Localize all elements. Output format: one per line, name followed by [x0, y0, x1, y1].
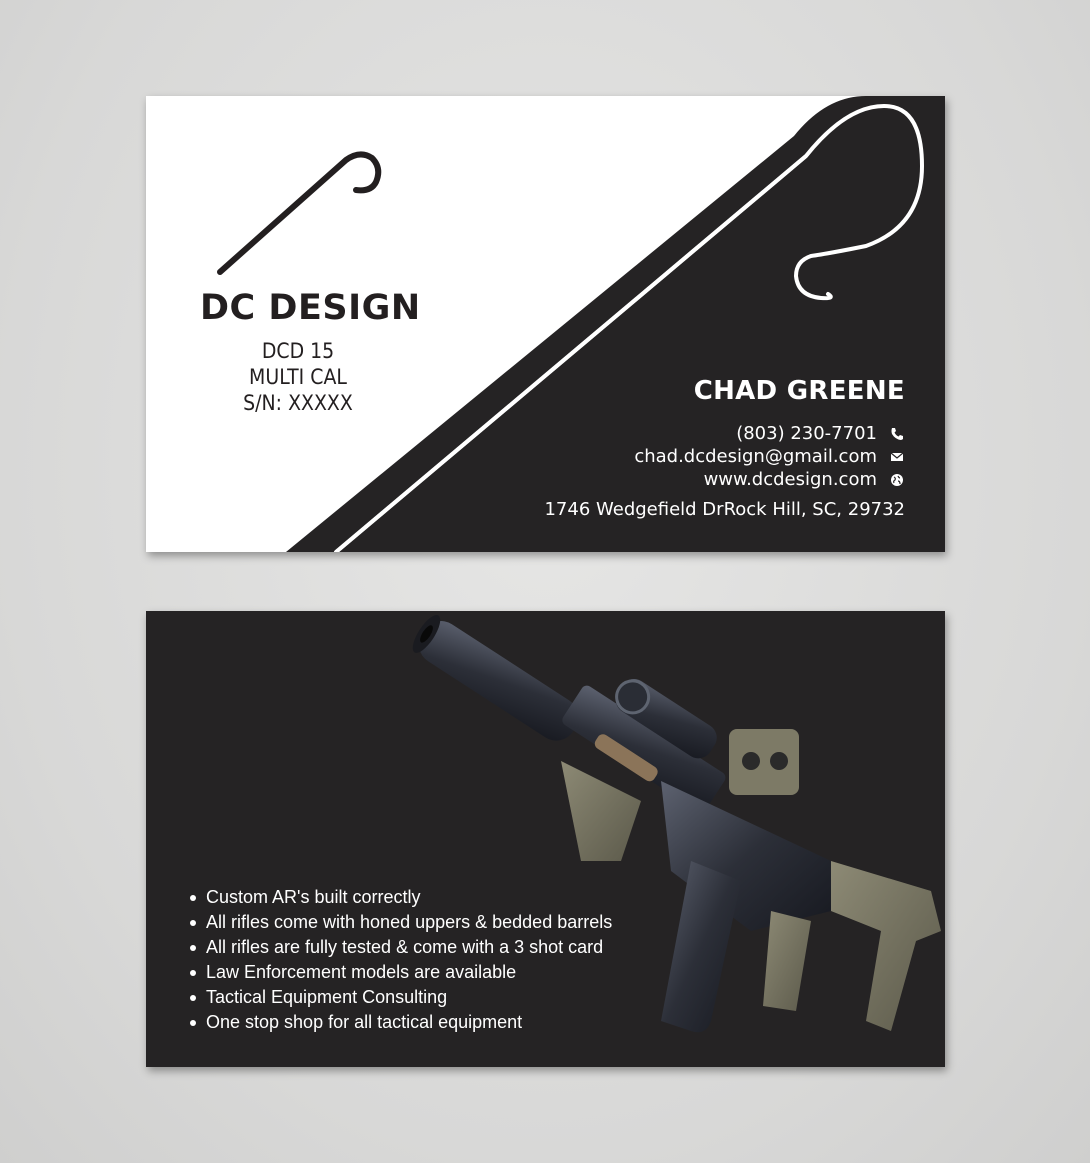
- business-card-back: [146, 611, 945, 1067]
- feature-item: All rifles are fully tested & come with a 3 shot card: [186, 935, 612, 960]
- website-url: www.dcdesign.com: [703, 469, 877, 490]
- feature-item: Law Enforcement models are available: [186, 960, 612, 985]
- street-address: 1746 Wedgefield DrRock Hill, SC, 29732: [544, 499, 905, 520]
- mail-icon: [889, 449, 905, 465]
- stock: [831, 861, 941, 1031]
- pistol-grip: [763, 911, 811, 1011]
- feature-item: Tactical Equipment Consulting: [186, 985, 612, 1010]
- serial-number: S/N: XXXXX: [243, 391, 353, 415]
- foregrip: [561, 761, 641, 861]
- feature-item: All rifles come with honed uppers & bedded barrels: [186, 910, 612, 935]
- brand-name: DC DESIGN: [200, 288, 421, 328]
- feature-item: Custom AR's built correctly: [186, 885, 612, 910]
- business-card-front: [146, 96, 945, 552]
- website-row: [704, 469, 905, 490]
- red-dot-sight: [729, 729, 799, 795]
- suppressor: [411, 611, 586, 748]
- model-name: DCD 15: [261, 339, 335, 363]
- magazine: [661, 861, 741, 1032]
- feature-list: [186, 885, 612, 1035]
- contact-name: CHAD GREENE: [693, 376, 905, 406]
- globe-icon: [889, 472, 905, 488]
- phone-row: [736, 423, 905, 444]
- phone-number: (803) 230-7701: [736, 423, 877, 444]
- phone-icon: [889, 426, 905, 442]
- cane-logo-icon: [220, 154, 378, 272]
- email-address: chad.dcdesign@gmail.com: [634, 446, 877, 467]
- feature-item: One stop shop for all tactical equipment: [186, 1010, 612, 1035]
- email-row: [634, 446, 905, 467]
- caliber-label: MULTI CAL: [249, 365, 347, 389]
